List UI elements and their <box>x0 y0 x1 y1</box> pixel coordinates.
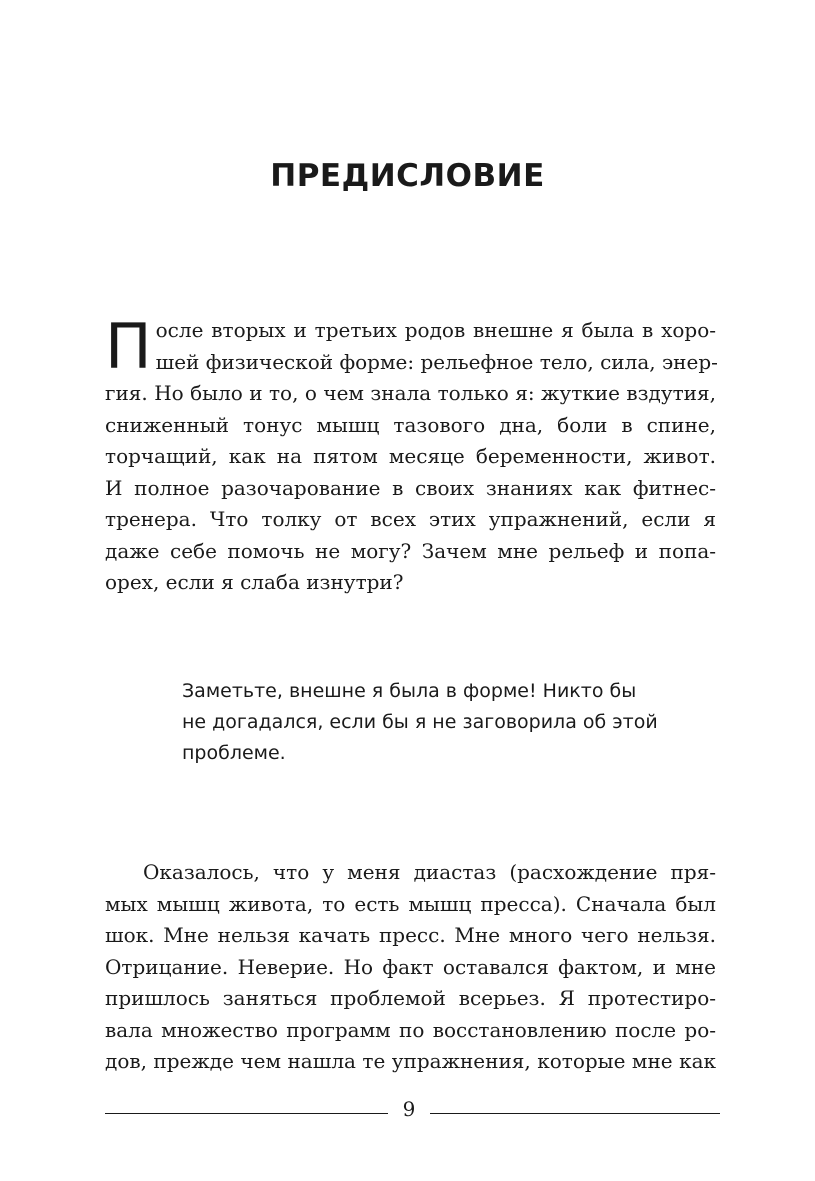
paragraph-line: тренера. Что толку от всех этих упражнений, если я <box>105 507 716 531</box>
paragraph-line: дов, прежде чем нашла те упражнения, которые мне как <box>105 1049 716 1073</box>
paragraph-line: осле вторых и третьих родов внешне я была в хоро- <box>155 318 716 342</box>
page-number: 9 <box>402 1097 416 1121</box>
paragraph-line: шок. Мне нельзя качать пресс. Мне много чего нельзя. <box>105 923 716 947</box>
paragraph-line: вала множество программ по восстановлению после ро- <box>105 1017 716 1042</box>
paragraph-line: пришлось заняться проблемой всерьез. Я протестиро- <box>105 986 716 1010</box>
paragraph-line: сниженный тонус мышц тазового дна, боли в спине, <box>105 412 716 437</box>
callout-line: Заметьте, внешне я была в форме! Никто бы <box>182 680 637 702</box>
footer-rule-right <box>430 1113 720 1114</box>
callout-note <box>182 676 658 769</box>
paragraph-line: торчащий, как на пятом месяце беременности, живот. <box>105 444 716 468</box>
paragraph-line: И полное разочарование в своих знаниях как фитнес- <box>105 475 716 500</box>
paragraph-line: Оказалось, что у меня диастаз (расхождение пря- <box>143 860 716 884</box>
paragraph-line: мых мышц живота, то есть мышц пресса). Сначала был <box>105 891 716 916</box>
callout-line: не догадался, если бы я не заговорила об этой <box>182 711 658 733</box>
paragraph-intro <box>105 310 718 599</box>
paragraph-line: шей физической форме: рельефное тело, сила, энер- <box>155 349 718 374</box>
footer-rule-left <box>105 1113 388 1114</box>
drop-cap: П <box>105 310 152 383</box>
paragraph-line: гия. Но было и то, о чем знала только я: жуткие вздутия, <box>105 381 716 405</box>
paragraph-line: Отрицание. Неверие. Но факт оставался фактом, и мне <box>105 954 716 979</box>
page-title: ПРЕДИСЛОВИЕ <box>270 158 545 194</box>
paragraph-line: орех, если я слаба изнутри? <box>105 570 404 594</box>
paragraph-diastasis <box>105 857 716 1078</box>
callout-line: проблеме. <box>182 742 286 764</box>
paragraph-line: даже себе помочь не могу? Зачем мне рельеф и попа- <box>105 538 716 563</box>
